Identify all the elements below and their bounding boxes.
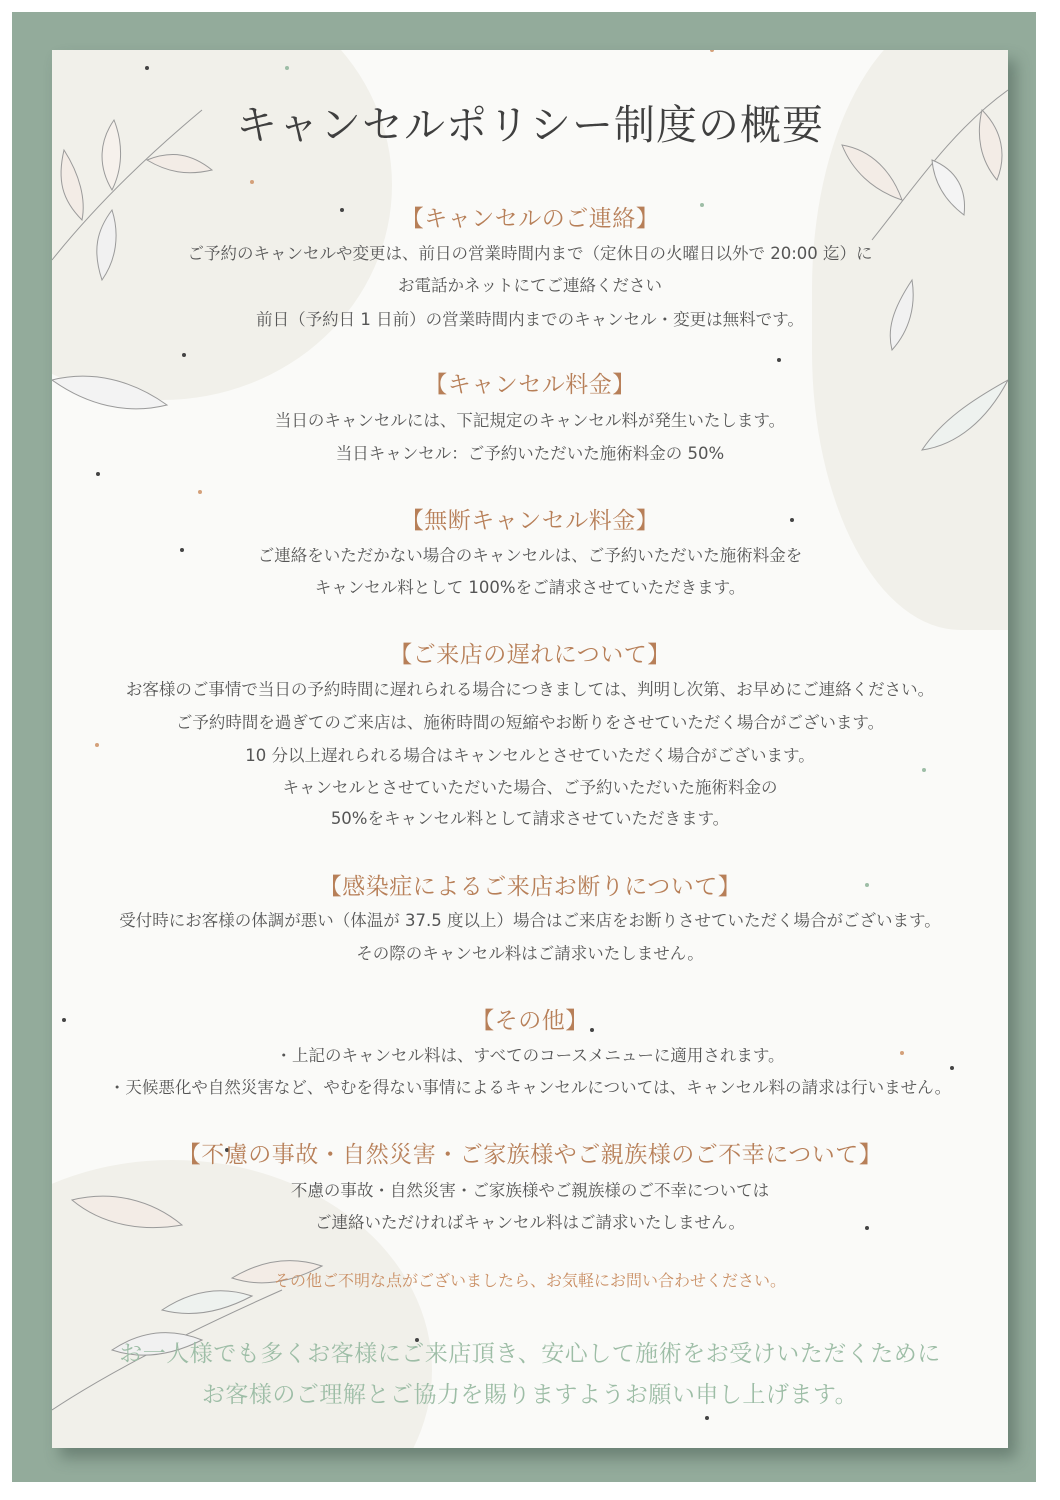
closing-message: お一人様でも多くお客様にご来店頂き、安心して施術をお受けいただくために	[119, 1341, 941, 1367]
closing-message: お客様のご理解とご協力を賜りますようお願い申し上げます。	[201, 1382, 859, 1408]
section-heading-late-arrival: 【ご来店の遅れについて】	[389, 642, 671, 668]
section-text: 10 分以上遅れられる場合はキャンセルとさせていただく場合がございます。	[245, 746, 815, 765]
section-text: ご予約のキャンセルや変更は、前日の営業時間内まで（定休日の火曜日以外で 20:00 迄）に	[187, 244, 873, 263]
section-heading-cancel-fee: 【キャンセル料金】	[424, 372, 636, 398]
section-text: 50%をキャンセル料として請求させていただきます。	[330, 809, 730, 828]
section-heading-infection: 【感染症によるご来店お断りについて】	[318, 874, 742, 900]
section-text: 受付時にお客様の体調が悪い（体温が 37.5 度以上）場合はご来店をお断りさせていただく場合がございます。	[119, 911, 941, 930]
section-heading-cancel-contact: 【キャンセルのご連絡】	[400, 206, 660, 232]
section-text: ご連絡いただければキャンセル料はご請求いたしません。	[315, 1213, 745, 1232]
section-text: ご連絡をいただかない場合のキャンセルは、ご予約いただいた施術料金を	[257, 546, 803, 565]
section-heading-no-show-fee: 【無断キャンセル料金】	[400, 508, 660, 534]
page-title: キャンセルポリシー制度の概要	[236, 101, 824, 149]
section-text: 当日キャンセル：ご予約いただいた施術料金の 50%	[335, 444, 725, 463]
section-text: お客様のご事情で当日の予約時間に遅れられる場合につきましては、判明し次第、お早めにご連絡ください。	[125, 680, 935, 699]
section-heading-other: 【その他】	[471, 1008, 589, 1034]
section-text: キャンセル料として 100%をご請求させていただきます。	[314, 578, 746, 597]
inquiry-note: その他ご不明な点がございましたら、お気軽にお問い合わせください。	[273, 1271, 786, 1290]
section-text: ご予約時間を過ぎてのご来店は、施術時間の短縮やお断りをさせていただく場合がございます。	[175, 713, 885, 732]
policy-card	[52, 50, 1008, 1448]
section-text: 前日（予約日 1 日前）の営業時間内までのキャンセル・変更は無料です。	[256, 310, 804, 329]
section-text: ・上記のキャンセル料は、すべてのコースメニューに適用されます。	[275, 1046, 785, 1065]
section-text: キャンセルとさせていただいた場合、ご予約いただいた施術料金の	[282, 778, 778, 797]
section-heading-accident: 【不慮の事故・自然災害・ご家族様やご親族様のご不幸について】	[177, 1142, 883, 1168]
section-text: その際のキャンセル料はご請求いたしません。	[356, 944, 704, 963]
section-text: お電話かネットにてご連絡ください	[398, 276, 662, 295]
section-text: 当日のキャンセルには、下記規定のキャンセル料が発生いたします。	[274, 411, 786, 430]
section-text: 不慮の事故・自然災害・ご家族様やご親族様のご不幸については	[290, 1181, 770, 1200]
section-text: ・天候悪化や自然災害など、やむを得ない事情によるキャンセルについては、キャンセル料の請求は行いません。	[108, 1078, 952, 1097]
